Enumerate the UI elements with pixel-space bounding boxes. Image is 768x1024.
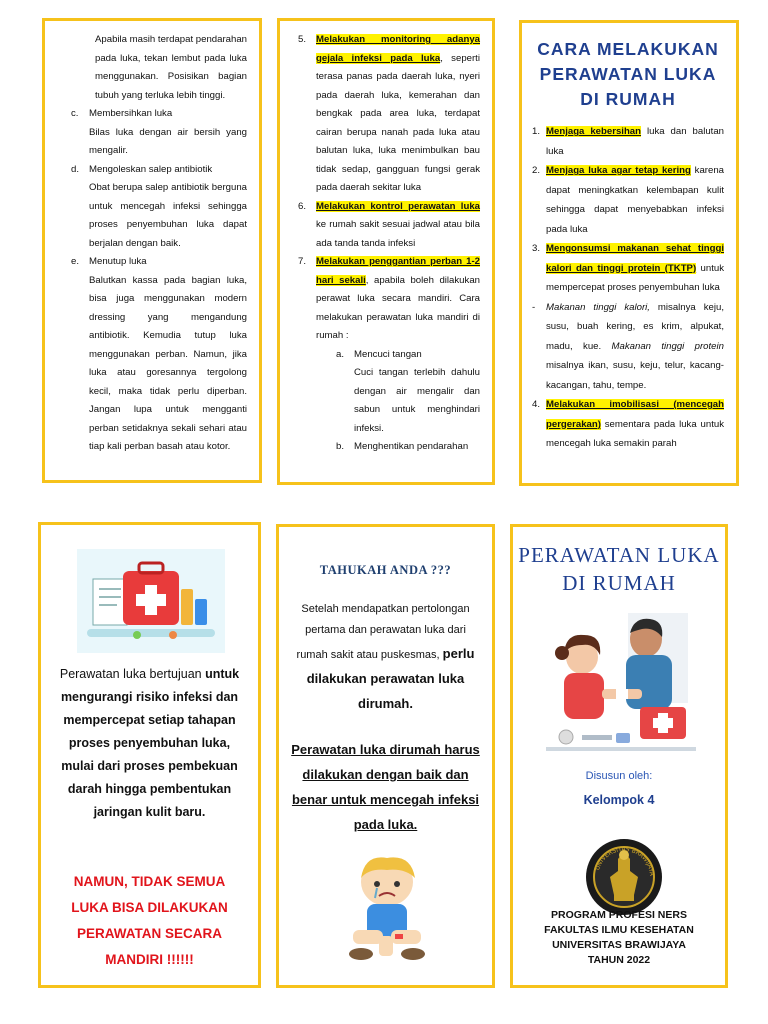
first-aid-kit-icon [77, 549, 225, 653]
item-marker: 4. [532, 399, 541, 410]
step-body: Bilas luka dengan air bersih yang mengalir. [89, 126, 247, 156]
step-title: Membersihkan luka [89, 108, 173, 119]
step-highlight: Melakukan monitoring adanya gejala infeksi pada luka [316, 34, 480, 64]
item-rest: luka dan balutan luka [546, 126, 724, 157]
info-paragraph [289, 599, 482, 716]
step-rest: ke rumah sakit sesuai jadwal atau bila ada tanda tanda infeksi [316, 219, 480, 249]
item-marker: 1. [532, 126, 541, 137]
food-label-protein: Makanan tinggi protein [611, 340, 724, 352]
substep-marker: a. [336, 348, 345, 360]
step-marker: e. [71, 256, 80, 267]
purpose-plain: Perawatan luka bertujuan [59, 667, 206, 681]
item-marker: 3. [532, 243, 541, 254]
step-body: Balutkan kassa pada bagian luka, bisa juga menggunakan modern dressing yang mengandung antibiotik. Kemudia tutup luka menggunakan perban. Namun, jika luka atau goresannya tergolong kecil, maka tidak perlu diperban. Jangan lupa untuk mengganti perban setidaknya sekali sehari atau tiap kali perban basah atau kotor. [89, 274, 247, 452]
item-highlight: Melakukan imobilisasi (mencegah pergerakan) [546, 399, 724, 430]
item-rest: sementara pada luka untuk mencegah luka semakin parah [546, 418, 724, 449]
step-d [59, 161, 247, 254]
section-heading: TAHUKAH ANDA ??? [319, 563, 452, 577]
institution-line: PROGRAM PROFESI NERS [551, 909, 687, 921]
panel-first-aid-steps [42, 18, 262, 483]
food-label-calorie: Makanan tinggi kalori, [546, 301, 650, 313]
step-marker: d. [71, 163, 80, 175]
item-rest: karena dapat meningkatkan kelembapan kulit sehingga dapat menyebabkan infeksi pada luka [546, 165, 724, 235]
step-6 [294, 198, 480, 254]
item-marker: 2. [532, 165, 541, 176]
emphasis-paragraph: Perawatan luka dirumah harus dilakukan dengan baik dan benar untuk mencegah infeksi pada luka. [291, 742, 480, 832]
step-marker: 6. [298, 200, 307, 212]
panel-care-steps-continued [277, 18, 495, 485]
seal-text: UNIVERSITAS BRAWIJAYA [593, 845, 656, 877]
step-5 [294, 31, 480, 198]
step-7 [294, 253, 480, 346]
institution-block [513, 908, 725, 968]
cover-title: PERAWATAN LUKA DI RUMAH [518, 543, 720, 595]
institution-line: FAKULTAS ILMU KESEHATAN [544, 924, 694, 936]
care-item-food [532, 298, 724, 396]
institution-line: TAHUN 2022 [587, 954, 651, 966]
panel-purpose [38, 522, 261, 988]
info-bold: perlu dilakukan perawatan luka dirumah. [306, 646, 475, 711]
institution-line: UNIVERSITAS BRAWIJAYA [552, 939, 686, 951]
substep-body: Cuci tangan terlebih dahulu dengan air mengalir dan sabun untuk menghindari infeksi. [354, 367, 480, 434]
info-plain: Setelah mendapatkan pertolongan pertama dan perawatan luka dari rumah sakit atau puskesmas, [296, 603, 470, 661]
purpose-text [55, 663, 244, 824]
step-body: Obat berupa salep antibiotik berguna untuk mencegah infeksi sehingga proses penyembuhan luka dapat berjalan dengan baik. [89, 182, 247, 249]
food-list-protein: misalnya ikan, susu, keju, telur, kacang-kacangan, tahu, tempe. [546, 360, 724, 391]
care-item-2 [532, 161, 724, 239]
step-highlight: Melakukan penggantian perban 1-2 hari sekali [316, 256, 480, 286]
item-rest: untuk mempercepat proses penyembuhan luka [546, 262, 724, 293]
step-highlight: Melakukan kontrol perawatan luka [316, 200, 480, 212]
substep-a [294, 346, 480, 457]
substep-title: Menghentikan pendarahan [354, 441, 469, 452]
crying-child-icon [335, 852, 439, 964]
care-item-3 [532, 239, 724, 298]
panel-title: CARA MELAKUKAN PERAWATAN LUKA DI RUMAH [537, 39, 719, 109]
step-title: Mengoleskan salep antibiotik [89, 163, 213, 175]
step-rest: , apabila boleh dilakukan perawat luka secara mandiri. Cara melakukan perawatan luka mandiri di rumah : [316, 274, 480, 341]
step-marker: 5. [298, 34, 307, 45]
panel-how-to-care [519, 20, 739, 486]
item-highlight: Menjaga luka agar tetap kering [546, 165, 691, 176]
panel-did-you-know [276, 524, 495, 988]
step-title: Menutup luka [89, 256, 147, 267]
item-marker: - [532, 301, 536, 313]
care-item-4 [532, 395, 724, 454]
university-seal-icon [584, 837, 664, 917]
food-list-calorie: misalnya keju, susu, buah kering, es krim, alpukat, madu, kue. [546, 301, 724, 352]
substep-title: Mencuci tangan [354, 348, 422, 360]
item-highlight: Menjaga kebersihan [546, 126, 642, 137]
step-e [59, 253, 247, 457]
purpose-bold: untuk mengurangi risiko infeksi dan mempercepat setiap tahapan proses penyembuhan luka, mulai dari proses pembekuan darah hingga pembentukan jaringan kulit baru. [60, 667, 240, 819]
care-item-1 [532, 122, 724, 161]
nurse-treating-child-icon [546, 609, 696, 759]
step-c [59, 105, 247, 161]
intro-text: Apabila masih terdapat pendarahan pada luka, tekan lembut pada luka menggunakan. Posisikan bagian tubuh yang terluka lebih tinggi. [95, 34, 248, 101]
item-highlight: Mengonsumsi makanan sehat tinggi kalori dan tinggi protein (TKTP) [546, 243, 724, 274]
prepared-by-label: Disusun oleh: [585, 770, 653, 782]
substep-marker: b. [336, 441, 345, 452]
warning-text: NAMUN, TIDAK SEMUA LUKA BISA DILAKUKAN PERAWATAN SECARA MANDIRI !!!!!! [71, 874, 228, 967]
step-marker: c. [71, 108, 79, 119]
group-name: Kelompok 4 [583, 793, 655, 807]
panel-cover [510, 524, 728, 988]
step-rest: , seperti terasa panas pada daerah luka, nyeri pada daerah luka, kemerahan dan bengkak pada area luka, terdapat cairan berupa nanah pada luka atau balutan luka, luka menimbulkan bau tidak sedap, gangguan fungsi gerak pada daerah sekitar luka [316, 52, 480, 193]
step-marker: 7. [298, 256, 307, 267]
